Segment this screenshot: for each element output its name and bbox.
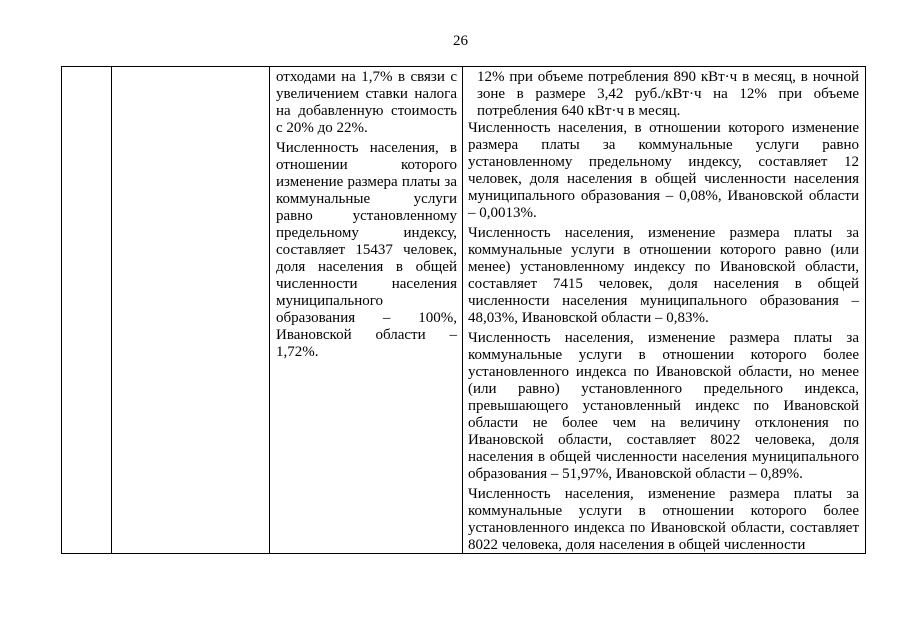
paragraph: Численность населения, изменение размера платы за коммунальные услуги в отношении которого равно (или менее) установленному индексу по Ивановской области, составляет 7415 человек, доля населения в общей численности населения муниципального образования – 48,03%, Ивановской области – 0,83%. [468,225,859,326]
table-cell-2-empty [112,67,270,553]
paragraph: Численность населения, изменение размера платы за коммунальные услуги в отношении которого более установленного индекса по Ивановской области, составляет 8022 человека, доля населения в общей численности [468,486,859,553]
table-cell-3 [270,67,463,553]
paragraph: Численность населения, в отношении которого изменение размера платы за коммунальные услуги равно установленному предельному индексу, составляет 12 человек, доля населения в общей численности населения муниципального образования – 0,08%, Ивановской области – 0,0013%. [468,120,859,221]
table-cell-4 [463,67,865,553]
table-cell-1-empty [62,67,112,553]
paragraph-continuation: отходами на 1,7% в связи с увеличением ставки налога на добавленную стоимость с 20% до 22%. [276,69,457,136]
paragraph-continuation: 12% при объеме потребления 890 кВт·ч в месяц, в ночной зоне в размере 3,42 руб./кВт·ч на 12% при объеме потребления 640 кВт·ч в месяц. [477,69,859,119]
paragraph: Численность населения, изменение размера платы за коммунальные услуги в отношении которого более установленного индекса по Ивановской области, но менее (или равно) установленного предельного индекса, превышающего установленный индекс по Ивановской области не более чем на величину отклонения по Ивановской области, составляет 8022 человека, доля населения в общей численности населения муниципального образования – 51,97%, Ивановской области – 0,89%. [468,330,859,482]
document-table [61,66,866,554]
paragraph: Численность населения, в отношении которого изменение размера платы за коммунальные услуги равно установленному предельному индексу, составляет 15437 человек, доля населения в общей численности населения муниципального образования – 100%, Ивановской области – 1,72%. [276,140,457,360]
page-number: 26 [453,33,468,49]
